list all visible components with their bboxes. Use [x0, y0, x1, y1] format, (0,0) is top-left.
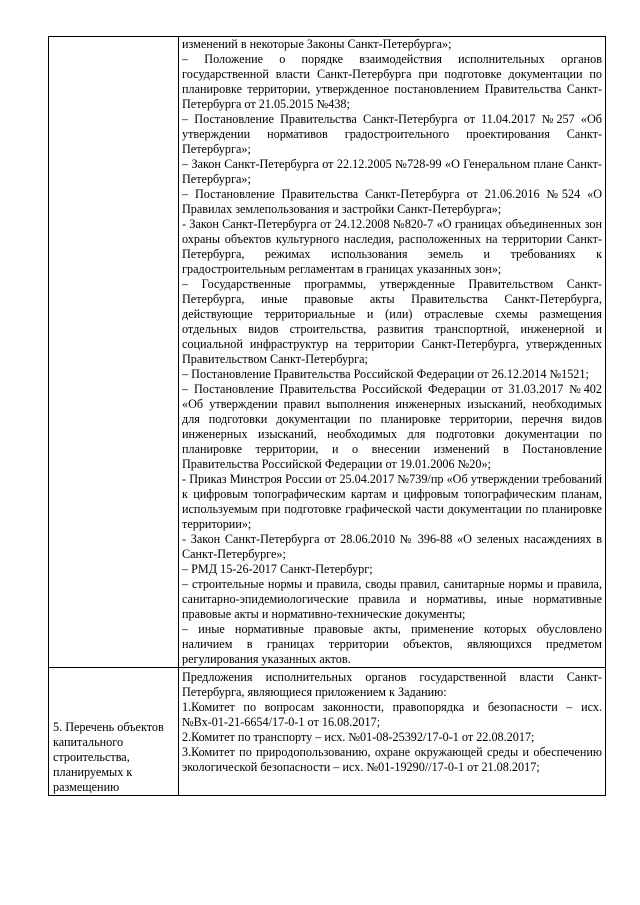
paragraph: – Постановление Правительства Российской Федерации от 31.03.2017 №402 «Об утверждении правил выполнения инженерных изысканий, необходимых для подготовки документации по планировке территории, перечня видов инженерных изысканий, необходимых для подготовки документации по планировке территории, и о внесении изменений в Постановление Правительства Российской Федерации от 19.01.2006 №20»;	[182, 382, 602, 471]
table-row	[49, 668, 606, 796]
paragraph: - Приказ Минстроя России от 25.04.2017 №739/пр «Об утверждении требований к цифровым топографическим картам и цифровым топографическим планам, используемым при подготовке графической части документации по планировке территории»;	[182, 472, 602, 531]
paragraph: Предложения исполнительных органов государственной власти Санкт-Петербурга, являющиеся приложением к Заданию:	[182, 670, 602, 699]
row-content-cell	[179, 668, 606, 796]
paragraph: – иные нормативные правовые акты, применение которых обусловлено наличием в границах территории объектов, являющихся предметом регулирования указанных актов.	[182, 622, 602, 666]
paragraph: – Закон Санкт-Петербурга от 22.12.2005 №728-99 «О Генеральном плане Санкт-Петербурга»;	[182, 157, 602, 186]
table-row	[49, 37, 606, 668]
paragraph: изменений в некоторые Законы Санкт-Петербурга»;	[182, 37, 452, 51]
paragraph: - Закон Санкт-Петербурга от 24.12.2008 №820-7 «О границах объединенных зон охраны объектов культурного наследия, расположенных на территории Санкт-Петербурга, режимах использования земель и требованиях к градостроительным регламентам в границах указанных зон»;	[182, 217, 602, 276]
paragraph: – строительные нормы и правила, своды правил, санитарные нормы и правила, санитарно-эпидемиологические правила и нормативы, иные нормативные правовые акты и нормативно-технические документы;	[182, 577, 602, 621]
row-label-cell	[49, 668, 179, 796]
paragraph: – РМД 15-26-2017 Санкт-Петербург;	[182, 562, 373, 576]
row-label: 5. Перечень объектов капитального строительства, планируемых к размещению	[53, 720, 164, 794]
paragraph: – Постановление Правительства Российской Федерации от 26.12.2014 №1521;	[182, 367, 589, 381]
row-content-cell	[179, 37, 606, 668]
paragraph: – Постановление Правительства Санкт-Петербурга от 21.06.2016 №524 «О Правилах землепользования и застройки Санкт-Петербурга»;	[182, 187, 602, 216]
paragraph: 3.Комитет по природопользованию, охране окружающей среды и обеспечению экологической безопасности – исх. №01-19290//17-0-1 от 21.08.2017;	[182, 745, 602, 774]
paragraph: 2.Комитет по транспорту – исх. №01-08-25392/17-0-1 от 22.08.2017;	[182, 730, 535, 744]
row-label-cell	[49, 37, 179, 668]
row-label	[49, 37, 178, 89]
paragraph: – Положение о порядке взаимодействия исполнительных органов государственной власти Санкт-Петербурга при подготовке документации по планировке территории, утвержденное постановлением Правительства Санкт-Петербурга от 21.05.2015 №438;	[182, 52, 602, 111]
paragraph: – Постановление Правительства Санкт-Петербурга от 11.04.2017 №257 «Об утверждении нормативов градостроительного проектирования Санкт-Петербурга»;	[182, 112, 602, 156]
paragraph: – Государственные программы, утвержденные Правительством Санкт-Петербурга, иные правовые акты Правительства Санкт-Петербурга, действующие территориальные и (или) отраслевые схемы размещения отдельных видов строительства, развития транспортной, инженерной и социальной инфраструктур на территории Санкт-Петербурга, утвержденных Правительством Санкт-Петербурга;	[182, 277, 602, 366]
paragraph: - Закон Санкт-Петербурга от 28.06.2010 № 396-88 «О зеленых насаждениях в Санкт-Петербурге»;	[182, 532, 602, 561]
paragraph: 1.Комитет по вопросам законности, правопорядка и безопасности – исх. №Вх-01-21-6654/17-0-1 от 16.08.2017;	[182, 700, 602, 729]
requirements-table	[48, 36, 606, 796]
